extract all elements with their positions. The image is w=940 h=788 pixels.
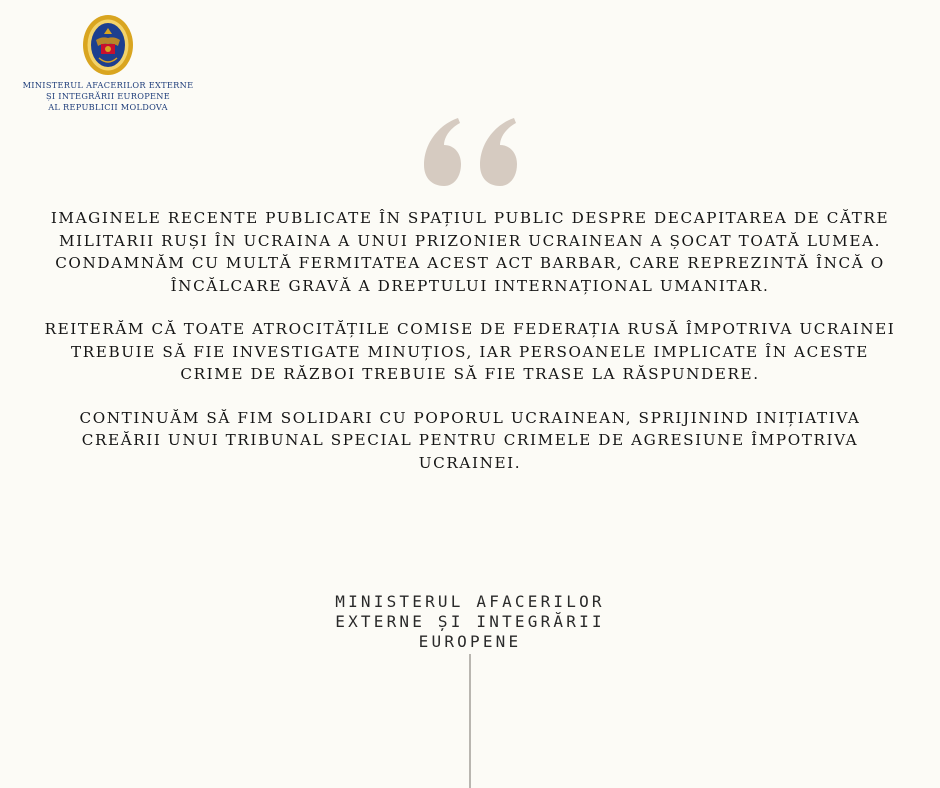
statement-paragraph-1: IMAGINELE RECENTE PUBLICATE ÎN SPAȚIUL PUBLIC DESPRE DECAPITAREA DE CĂTRE MILITARII RUȘI ÎN UCRAINA A UNUI PRIZONIER UCRAINEAN A ȘOCAT TOATĂ LUMEA. CONDAMNĂM CU MULTĂ FERMITATEA ACEST ACT BARBAR, CARE REPREZINTĂ ÎNCĂ O ÎNCĂLCARE GRAVĂ A DREPTULUI INTERNAȚIONAL UMANITAR. [50,209,890,295]
moldova-coat-of-arms-icon [82,14,134,76]
logo-line-3: AL REPUBLICII MOLDOVA [48,102,168,112]
ministry-signature [220,592,720,652]
statement-paragraph-2: REITERĂM CĂ TOATE ATROCITĂȚILE COMISE DE FEDERAȚIA RUSĂ ÎMPOTRIVA UCRAINEI TREBUIE SĂ FIE INVESTIGATE MINUȚIOS, IAR PERSOANELE IMPLICATE ÎN ACESTE CRIME DE RĂZBOI TREBUIE SĂ FIE TRASE LA RĂSPUNDERE. [44,320,896,383]
statement-text [40,207,900,495]
double-quote-icon [424,116,520,186]
statement-paragraph-3: CONTINUĂM SĂ FIM SOLIDARI CU POPORUL UCRAINEAN, SPRIJININD INIȚIATIVA CREĂRII UNUI TRIBUNAL SPECIAL PENTRU CRIMELE DE AGRESIUNE ÎMPOTRIVA UCRAINEI. [79,408,861,472]
signature-line-3: EUROPENE [418,632,522,651]
signature-line-2: EXTERNE ȘI INTEGRĂRII [335,612,605,631]
logo-line-1: MINISTERUL AFACERILOR EXTERNE [22,80,194,90]
signature-line-1: MINISTERUL AFACERILOR [335,592,605,611]
logo-line-2: ȘI INTEGRĂRII EUROPENE [45,91,171,101]
vertical-divider [469,654,471,788]
ministry-logo [10,14,206,113]
